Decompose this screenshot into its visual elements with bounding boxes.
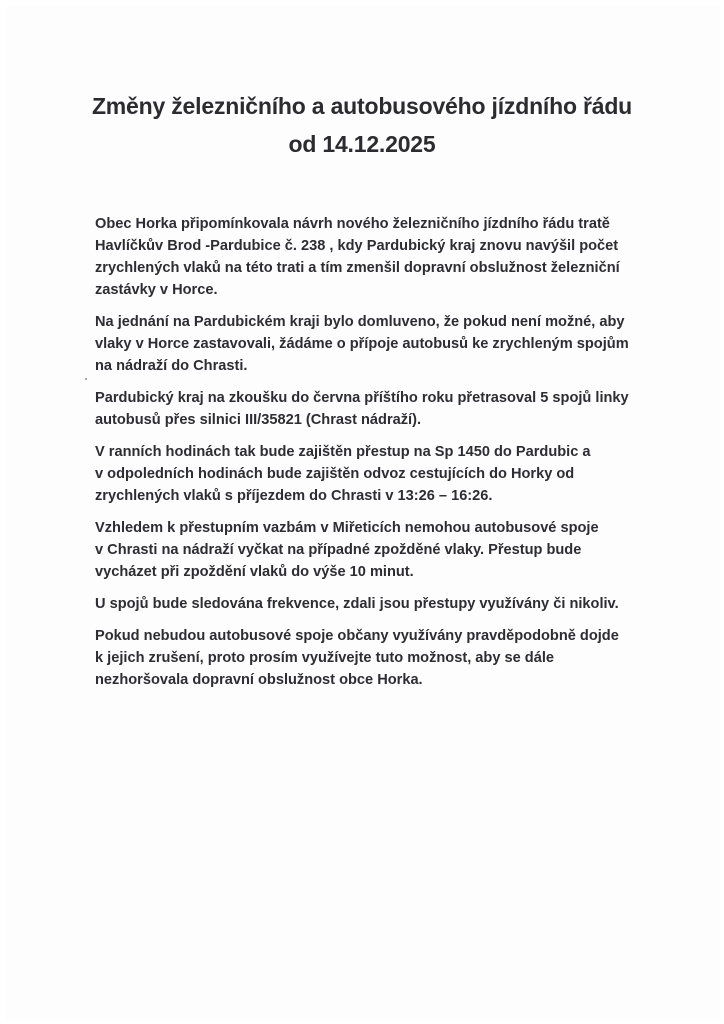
text-line: zrychlených vlaků na této trati a tím zmenšil dopravní obslužnost železniční	[95, 260, 620, 276]
text-line: Obec Horka připomínkovala návrh nového železničního jízdního řádu tratě	[95, 216, 610, 232]
text-line: Pokud nebudou autobusové spoje občany využívány pravděpodobně dojde	[95, 628, 619, 644]
document-title-line-2: od 14.12.2025	[288, 131, 436, 157]
text-line: na nádraží do Chrasti.	[95, 358, 248, 374]
text-line: V ranních hodinách tak bude zajištěn přestup na Sp 1450 do Pardubic a	[95, 444, 591, 460]
text-line: Vzhledem k přestupním vazbám v Miřeticích nemohou autobusové spoje	[95, 520, 599, 536]
text-line: zrychlených vlaků s příjezdem do Chrasti v 13:26 – 16:26.	[95, 488, 493, 504]
paragraph-bus-rerouting	[95, 387, 665, 431]
paragraph-railway-comment	[95, 213, 665, 301]
text-line: vlaky v Horce zastavovali, žádáme o přípoje autobusů ke zrychleným spojům	[95, 336, 629, 352]
text-line: Havlíčkův Brod -Pardubice č. 238 , kdy Pardubický kraj znovu navýšil počet	[95, 238, 619, 254]
text-line: vycházet při zpoždění vlaků do výše 10 minut.	[95, 564, 414, 580]
paragraph-monitoring	[95, 593, 665, 615]
paragraph-delays	[95, 517, 665, 583]
text-line: zastávky v Horce.	[95, 282, 218, 298]
text-line: autobusů přes silnici III/35821 (Chrast nádraží).	[95, 412, 422, 428]
document-title-line-1: Změny železničního a autobusového jízdního řádu	[91, 93, 633, 119]
paragraph-transfers	[95, 441, 665, 507]
text-line: U spojů bude sledována frekvence, zdali jsou přestupy využívány či nikoliv.	[95, 596, 619, 612]
text-line: Na jednání na Pardubickém kraji bylo domluveno, že pokud není možné, aby	[95, 314, 625, 330]
scan-speck	[85, 378, 87, 380]
text-line: nezhoršovala dopravní obslužnost obce Horka.	[95, 672, 423, 688]
text-line: v Chrasti na nádraží vyčkat na případné zpožděné vlaky. Přestup bude	[95, 542, 582, 558]
text-line: Pardubický kraj na zkoušku do června příštího roku přetrasoval 5 spojů linky	[95, 390, 629, 406]
text-line: k jejich zrušení, proto prosím využívejte tuto možnost, aby se dále	[95, 650, 554, 666]
paragraph-negotiation	[95, 311, 665, 377]
text-line: v odpoledních hodinách bude zajištěn odvoz cestujících do Horky od	[95, 466, 575, 482]
document-body	[95, 213, 665, 701]
paragraph-appeal	[95, 625, 665, 691]
